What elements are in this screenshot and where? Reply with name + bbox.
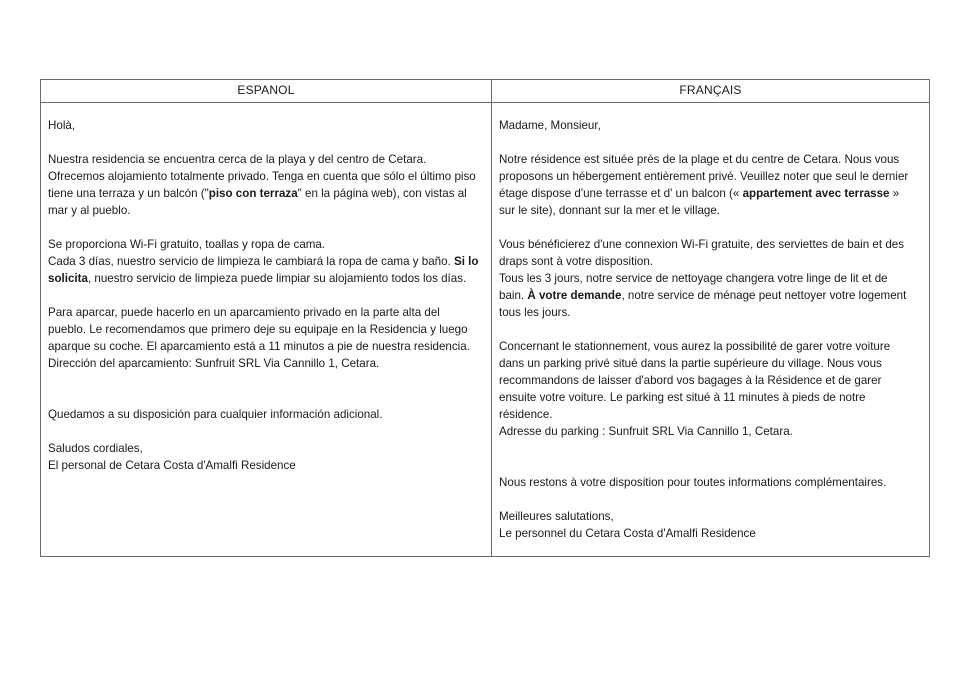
french-paragraph-location — [499, 151, 915, 219]
spanish-availability: Quedamos a su disposición para cualquier información adicional. — [48, 408, 383, 421]
spanish-paragraph-location — [48, 151, 481, 219]
spanish-greeting: Holà, — [48, 119, 76, 132]
french-parking-address: Adresse du parking : Sunfruit SRL Via Cannillo 1, Cetara. — [499, 425, 793, 438]
spanish-p2-wifi: Se proporciona Wi-Fi gratuito, toallas y ropa de cama. — [48, 238, 326, 251]
spanish-closing: Saludos cordiales, — [48, 442, 143, 455]
french-greeting: Madame, Monsieur, — [499, 119, 601, 132]
french-p3-text: Concernant le stationnement, vous aurez la possibilité de garer votre voiture dans un parking privé situé dans la partie supérieure du village. Nous vous recommandons de laisser d'abord vos bagages à la Résidence et de garer ensuite votre voiture. Le parking est situé à 11 minutes à pieds de notre résidence. — [499, 340, 891, 421]
french-column — [492, 80, 929, 556]
spanish-p1-text-a: Nuestra residencia se encuentra cerca de la playa y del centro de Cetara. Ofrecemos alojamiento totalmente privado. Tenga en cuenta que sólo el último piso tiene una terraza y un balcón (" — [48, 153, 476, 200]
bilingual-table — [40, 79, 930, 557]
spanish-p1-text-c: " en la página web), con vistas al mar y al pueblo. — [48, 187, 467, 217]
french-paragraph-parking — [499, 338, 915, 440]
french-p1-text-a: Notre résidence est située près de la plage et du centre de Cetara. Nous vous proposons un hébergement entièrement privé. Veuillez noter que seul le dernier étage dispose d'une terrasse et d' un balcon (« — [499, 153, 909, 200]
french-availability: Nous restons à votre disposition pour toutes informations complémentaires. — [499, 476, 887, 489]
spanish-paragraph-parking — [48, 304, 481, 372]
french-closing: Meilleures salutations, — [499, 510, 614, 523]
spanish-p3-text: Para aparcar, puede hacerlo en un aparcamiento privado en la parte alta del pueblo. Le recomendamos que primero deje su equipaje en la Residencia y luego aparque su coche. El aparcamiento está a 11 minutos a pie de nuestra residencia. — [48, 306, 470, 353]
french-p2-wifi: Vous bénéficierez d'une connexion Wi-Fi gratuite, des serviettes de bain et des draps sont à votre disposition. — [499, 238, 905, 268]
french-p1-text-c: » sur le site), donnant sur la mer et le village. — [499, 187, 900, 217]
spanish-p2-bold: Si lo solicita — [48, 255, 479, 285]
french-p2-cleaning: Tous les 3 jours, notre service de nettoyage changera votre linge de lit et de bain. — [499, 272, 888, 302]
french-signature: Le personnel du Cetara Costa d'Amalfi Residence — [499, 527, 756, 540]
french-p2-bold: À votre demande — [527, 289, 622, 302]
french-p2-text-d: , notre service de ménage peut nettoyer votre logement tous les jours. — [499, 289, 907, 319]
spanish-parking-address: Dirección del aparcamiento: Sunfruit SRL Via Cannillo 1, Cetara. — [48, 357, 380, 370]
spanish-column-body — [41, 103, 491, 474]
french-column-header: FRANÇAIS — [492, 80, 929, 103]
spanish-column — [41, 80, 492, 556]
spanish-signature: El personal de Cetara Costa d'Amalfi Residence — [48, 459, 296, 472]
french-column-body — [492, 103, 929, 542]
spanish-p2-cleaning: Cada 3 días, nuestro servicio de limpieza le cambiará la ropa de cama y baño. — [48, 255, 454, 268]
spanish-signoff — [48, 440, 481, 474]
french-p1-bold: appartement avec terrasse — [742, 187, 890, 200]
spanish-p1-bold: piso con terraza — [208, 187, 298, 200]
spanish-p2-text-d: , nuestro servicio de limpieza puede limpiar su alojamiento todos los días. — [87, 272, 467, 285]
spanish-paragraph-services — [48, 236, 481, 287]
spanish-column-header: ESPANOL — [41, 80, 491, 103]
french-paragraph-services — [499, 236, 915, 321]
french-signoff — [499, 508, 915, 542]
